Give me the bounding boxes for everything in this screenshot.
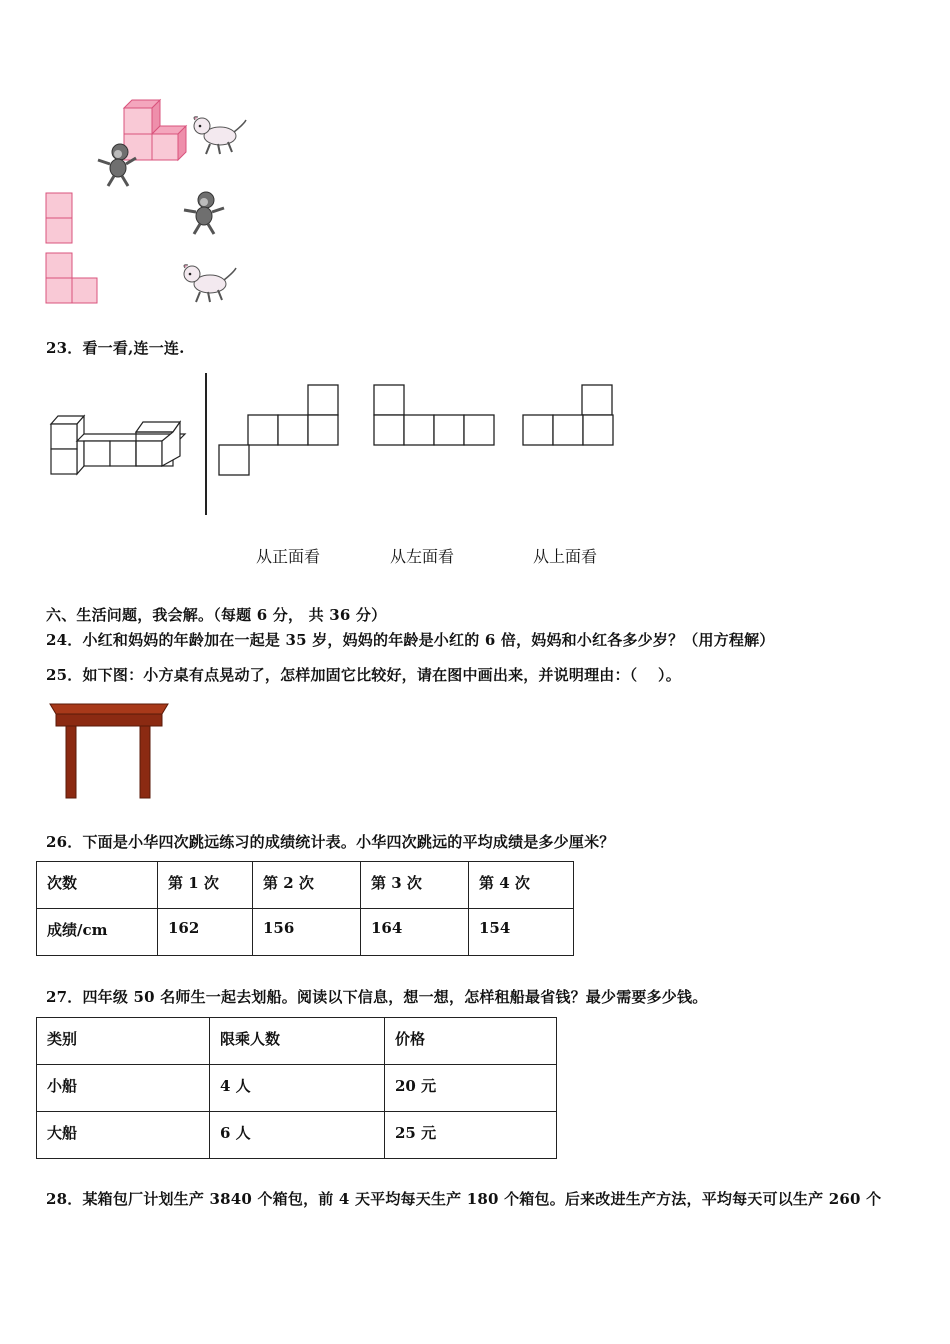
q26-text: 26．下面是小华四次跳远练习的成绩统计表。小华四次跳远的平均成绩是多少厘米？ xyxy=(46,833,615,851)
table-header-cell: 次数 xyxy=(37,862,158,909)
table-cell: 162 xyxy=(158,909,253,956)
cube-row-3d-figure xyxy=(48,410,188,480)
table-header-cell: 第 2 次 xyxy=(253,862,361,909)
table-cell: 成绩/cm xyxy=(37,909,158,956)
pink-square-two-vertical xyxy=(45,192,75,246)
dog-figure-bottom xyxy=(180,262,240,306)
view-shape-top xyxy=(522,384,617,449)
caption-left-view: 从左面看 xyxy=(390,547,455,566)
boat-rental-table xyxy=(36,1017,557,1159)
table-cell: 164 xyxy=(361,909,469,956)
vertical-divider xyxy=(205,373,207,515)
table-cell: 20 元 xyxy=(385,1065,557,1112)
section6-title: 六、生活问题，我会解。（每题 6 分， 共 36 分） xyxy=(46,606,387,624)
q28-text: 28．某箱包厂计划生产 3840 个箱包，前 4 天平均每天生产 180 个箱包。后来改进生产方法，平均每天可以生产 260 个 xyxy=(46,1190,882,1208)
q23-text: 23．看一看,连一连. xyxy=(46,339,185,357)
table-cell: 156 xyxy=(253,909,361,956)
table-cell: 4 人 xyxy=(210,1065,385,1112)
pink-square-l-shape xyxy=(45,252,101,308)
q24-text: 24．小红和妈妈的年龄加在一起是 35 岁，妈妈的年龄是小红的 6 倍，妈妈和小红各多少岁？（用方程解） xyxy=(46,631,775,649)
table-cell: 大船 xyxy=(37,1112,210,1159)
table-cell: 小船 xyxy=(37,1065,210,1112)
caption-front-view: 从正面看 xyxy=(256,547,321,566)
table-header-cell: 第 3 次 xyxy=(361,862,469,909)
q25-text: 25．如下图：小方桌有点晃动了，怎样加固它比较好，请在图中画出来，并说明理由：（ ）。 xyxy=(46,666,681,684)
monkey-figure-top xyxy=(92,142,142,188)
caption-top-view: 从上面看 xyxy=(533,547,598,566)
monkey-figure-bottom xyxy=(180,190,230,236)
table-header-cell: 价格 xyxy=(385,1018,557,1065)
dog-figure-top xyxy=(190,114,250,158)
table-cell: 154 xyxy=(469,909,574,956)
table-header-cell: 类别 xyxy=(37,1018,210,1065)
table-cell: 25 元 xyxy=(385,1112,557,1159)
view-shape-left xyxy=(373,384,498,449)
table-header-cell: 第 1 次 xyxy=(158,862,253,909)
long-jump-table xyxy=(36,861,574,956)
table-header-cell: 限乘人数 xyxy=(210,1018,385,1065)
view-shape-front xyxy=(218,384,343,479)
table-header-cell: 第 4 次 xyxy=(469,862,574,909)
q27-text: 27．四年级 50 名师生一起去划船。阅读以下信息，想一想，怎样租船最省钱？最少需要多少钱。 xyxy=(46,988,708,1006)
table-cell: 6 人 xyxy=(210,1112,385,1159)
wooden-table-figure xyxy=(50,702,170,802)
